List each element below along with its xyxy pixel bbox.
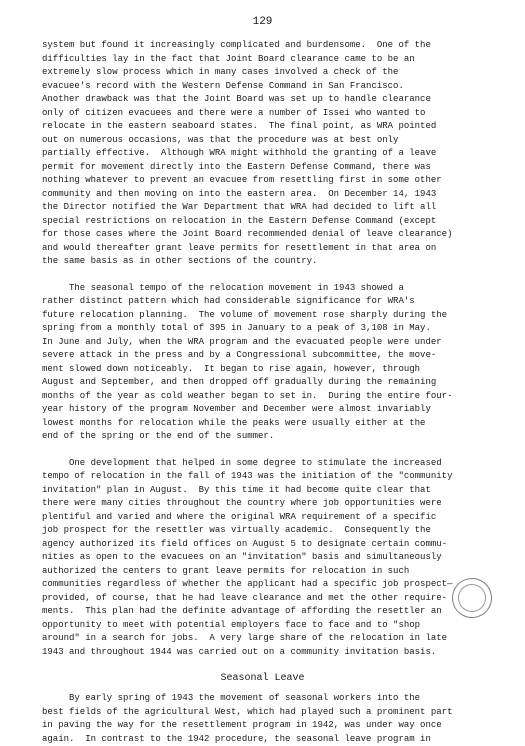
paragraph-eastern-defense-line: partially effective. Although WRA might withhold the granting of a leave: [42, 147, 483, 161]
paragraph-gap: [42, 444, 483, 457]
paragraph-seasonal-tempo-line: In June and July, when the WRA program and the evacuated people were under: [42, 336, 483, 350]
paragraph-eastern-defense-line: only of citizen evacuees and there were a number of Issei who wanted to: [42, 107, 483, 121]
page-number: 129: [42, 16, 483, 28]
paragraph-community-invitation-line: agency authorized its field offices on August 5 to designate certain commu-: [42, 538, 483, 552]
paragraph-seasonal-leave-line: best fields of the agricultural West, which had played such a prominent part: [42, 706, 483, 720]
paragraph-eastern-defense-line: Another drawback was that the Joint Board was set up to handle clearance: [42, 93, 483, 107]
section-heading: Seasonal Leave: [42, 673, 483, 684]
paragraph-seasonal-tempo-line: future relocation planning. The volume of movement rose sharply during the: [42, 309, 483, 323]
paragraph-gap: [42, 269, 483, 282]
paragraph-seasonal-tempo-line: severe attack in the press and by a Congressional subcommittee, the move-: [42, 349, 483, 363]
paragraph-community-invitation-line: 1943 and throughout 1944 was carried out on a community invitation basis.: [42, 646, 483, 660]
paragraph-seasonal-tempo-line: end of the spring or the end of the summer.: [42, 430, 483, 444]
paragraph-eastern-defense-line: the Director notified the War Department that WRA had decided to lift all: [42, 201, 483, 215]
paragraph-eastern-defense-line: the same basis as in other sections of the country.: [42, 255, 483, 269]
paragraph-eastern-defense-line: evacuee's record with the Western Defense Command in San Francisco.: [42, 80, 483, 94]
paragraph-community-invitation: [42, 457, 483, 660]
paragraph-community-invitation-line: invitation" plan in August. By this time it had become quite clear that: [42, 484, 483, 498]
stamp-inner-ring: [454, 580, 489, 615]
paragraph-community-invitation-line: plentiful and varied and where the original WRA requirement of a specific: [42, 511, 483, 525]
paragraph-community-invitation-line: there were many cities throughout the country where job opportunities were: [42, 497, 483, 511]
paragraph-seasonal-tempo-line: August and September, and then dropped off gradually during the remaining: [42, 376, 483, 390]
paragraph-community-invitation-line: nities as open to the evacuees on an "invitation" basis and simultaneously: [42, 551, 483, 565]
paragraph-seasonal-tempo-line: rather distinct pattern which had considerable significance for WRA's: [42, 295, 483, 309]
paragraph-eastern-defense-line: community and then moving on into the eastern area. On December 14, 1943: [42, 188, 483, 202]
paragraph-eastern-defense-line: and would thereafter grant leave permits for resettlement in that area on: [42, 242, 483, 256]
paragraph-seasonal-tempo-line: months of the year as cold weather began to set in. During the entire four-: [42, 390, 483, 404]
paragraph-eastern-defense-line: permit for movement directly into the Eastern Defense Command, there was: [42, 161, 483, 175]
paragraph-community-invitation-line: provided, of course, that he had leave clearance and met the other require-: [42, 592, 483, 606]
paragraph-seasonal-leave-line: again. In contrast to the 1942 procedure, the seasonal leave program in: [42, 733, 483, 746]
paragraph-community-invitation-line: communities regardless of whether the applicant had a specific job prospect—: [42, 578, 483, 592]
paragraph-seasonal-tempo-line: spring from a monthly total of 395 in January to a peak of 3,108 in May.: [42, 322, 483, 336]
paragraph-community-invitation-line: authorized the centers to grant leave permits for relocation in such: [42, 565, 483, 579]
paragraph-community-invitation-line: ments. This plan had the definite advantage of affording the resettler an: [42, 605, 483, 619]
paragraph-eastern-defense: [42, 39, 483, 269]
paragraph-eastern-defense-line: system but found it increasingly complicated and burdensome. One of the: [42, 39, 483, 53]
paragraph-seasonal-tempo-line: lowest months for relocation while the peaks were usually either at the: [42, 417, 483, 431]
paragraph-seasonal-tempo-line: ment slowed down noticeably. It began to rise again, however, through: [42, 363, 483, 377]
paragraph-eastern-defense-line: extremely slow process which in many cases involved a check of the: [42, 66, 483, 80]
paragraph-eastern-defense-line: relocate in the eastern seaboard states. The final point, as WRA pointed: [42, 120, 483, 134]
paragraph-eastern-defense-line: difficulties lay in the fact that Joint Board clearance came to be an: [42, 53, 483, 67]
paragraph-eastern-defense-line: nothing whatever to prevent an evacuee from resettling first in some other: [42, 174, 483, 188]
paragraph-seasonal-tempo-line: year history of the program November and December were almost invariably: [42, 403, 483, 417]
paragraph-community-invitation-line: One development that helped in some degree to stimulate the increased: [42, 457, 483, 471]
paragraph-seasonal-tempo-line: The seasonal tempo of the relocation movement in 1943 showed a: [42, 282, 483, 296]
paragraph-eastern-defense-line: for those cases where the Joint Board recommended denial of leave clearance): [42, 228, 483, 242]
paragraph-eastern-defense-line: out on numerous occasions, was that the procedure was at best only: [42, 134, 483, 148]
paragraph-community-invitation-line: job prospect for the resettler was virtually academic. Consequently the: [42, 524, 483, 538]
paragraph-community-invitation-line: tempo of relocation in the fall of 1943 was the initiation of the "community: [42, 470, 483, 484]
paragraph-seasonal-tempo: [42, 282, 483, 444]
paragraph-community-invitation-line: opportunity to meet with potential employers face to face and to "shop: [42, 619, 483, 633]
paragraph-seasonal-leave-line: By early spring of 1943 the movement of seasonal workers into the: [42, 692, 483, 706]
paragraph-seasonal-leave: [42, 692, 483, 746]
paragraph-community-invitation-line: around" in a search for jobs. A very large share of the relocation in late: [42, 632, 483, 646]
paragraph-seasonal-leave-line: in paving the way for the resettlement program in 1942, was under way once: [42, 719, 483, 733]
paragraph-eastern-defense-line: special restrictions on relocation in the Eastern Defense Command (except: [42, 215, 483, 229]
